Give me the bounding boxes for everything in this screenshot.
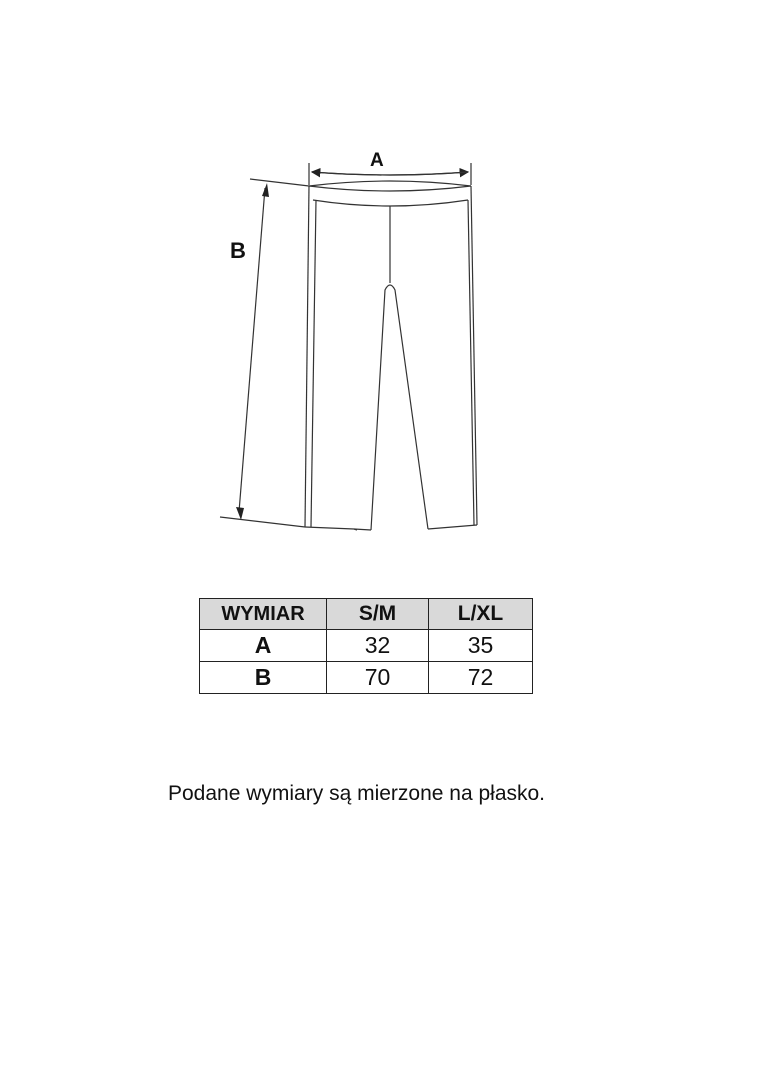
table-header-row xyxy=(200,599,533,630)
measurement-note: Podane wymiary są mierzone na płasko. xyxy=(168,782,546,805)
table-row xyxy=(200,662,533,694)
table-row xyxy=(200,630,533,662)
row-label: A xyxy=(200,630,327,662)
cell-value: 32 xyxy=(327,630,429,662)
dimension-label-b: B xyxy=(230,238,246,263)
header-size-lxl: L/XL xyxy=(429,599,533,630)
header-size-sm: S/M xyxy=(327,599,429,630)
cell-value: 35 xyxy=(429,630,533,662)
header-dimension: WYMIAR xyxy=(200,599,327,630)
size-table xyxy=(199,598,533,694)
cell-value: 72 xyxy=(429,662,533,694)
row-label: B xyxy=(200,662,327,694)
dimension-label-a: A xyxy=(370,150,384,171)
cell-value: 70 xyxy=(327,662,429,694)
